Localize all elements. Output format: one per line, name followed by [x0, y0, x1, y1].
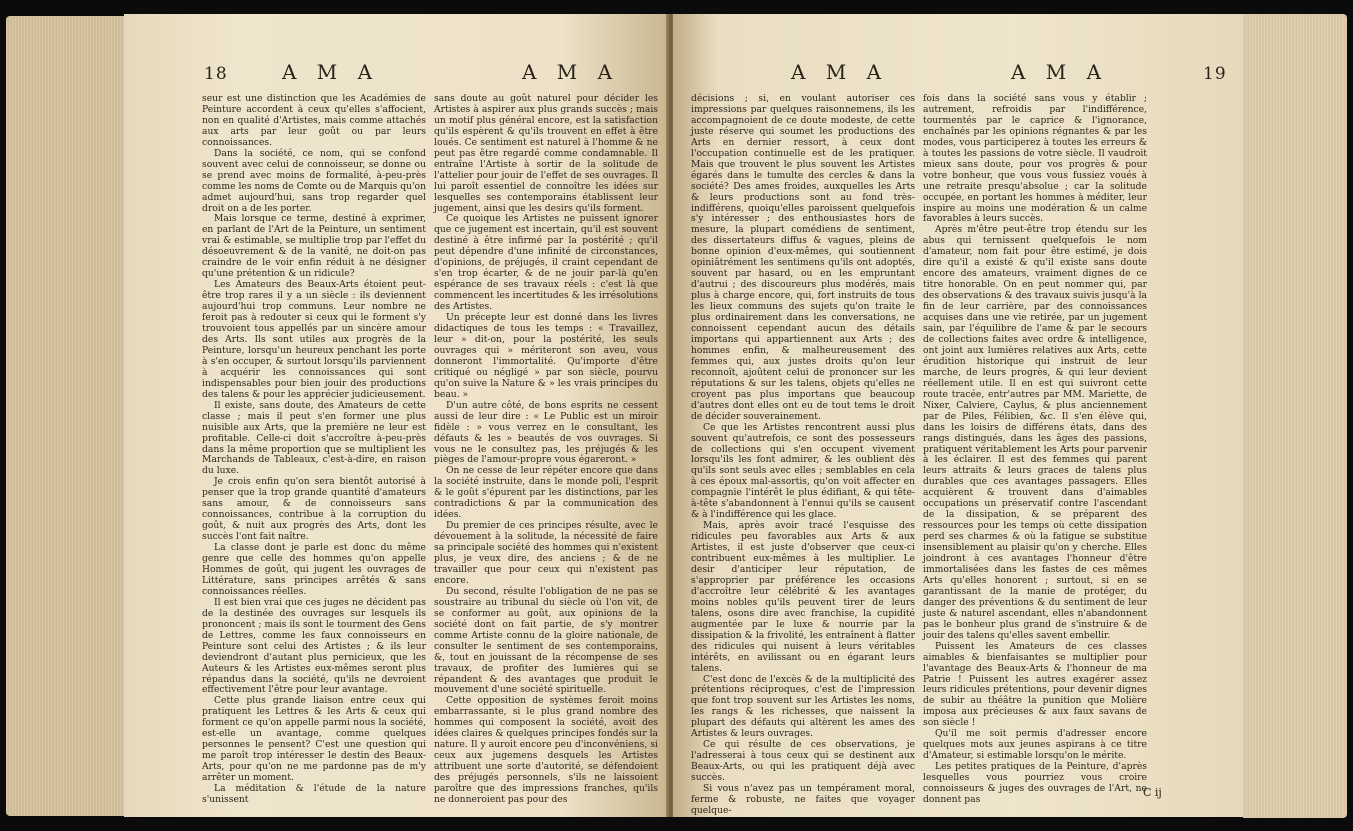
paragraph: Dans la société, ce nom, qui se confond souvent avec celui de connoisseur, se donne ou se prend avec moins de formalité, à-peu-près comme les noms de Comte ou de Marquis qu'on admet aujourd'hui, sans trop regarder quel droit on a de les porter.: [202, 147, 426, 214]
paragraph: Mais lorsque ce terme, destiné à exprimer, en parlant de l'Art de la Peinture, un sentiment vrai & estimable, se multiplie trop par l'effet du désoeuvrement & de la vanité, ne doit-on pas craindre de le voir enfin réduit à ne désigner qu'une prétention & un ridicule?: [202, 213, 426, 280]
paragraph: Ce qui résulte de ces observations, je l'adresserai à tous ceux qui se destinent aux Beaux-Arts, ou qui les pratiquent déjà avec succès.: [691, 739, 915, 784]
paragraph: sans doute au goût naturel pour décider les Artistes à aspirer aux plus grands succès ; mais un motif plus général encore, est la satisfaction qu'ils espèrent & qu'ils trouvent en effet à être loués. Ce sentiment est naturel à l'homme & ne peut pas être regardé comme condamnable. Il entraîne l'Artiste à sortir de la solitude de l'attelier pour jouir de l'effet de ses ouvrages. Il lui paroît essentiel de connoître les idées sur lesquelles ses contemporains établissent leur jugement, ainsi que les desirs qu'ils forment.: [434, 93, 658, 214]
paragraph: Cette opposition de systèmes feroit moins embarrassante, si le plus grand nombre des hommes qui composent la société, avoit des idées claires & quelques principes fondés sur la nature. Il y auroit encore peu d'inconvéniens, si ceux aux jugemens desquels les Artistes attribuent une sorte d'autorité, se défendoient des préjugés personnels, s'ils ne laissoient paroître que des impressions franches, qu'ils ne donneroient pas pour des: [434, 695, 658, 805]
paragraph: Les petites pratiques de la Peinture, d'après lesquelles vous pourriez vous croire connoisseurs & juges des ouvrages de l'Art, ne donnent pas: [923, 761, 1147, 805]
paragraph: La classe dont je parle est donc du même genre que celle des hommes qu'on appelle Hommes de goût, qui jugent les ouvrages de Littérature, sans principes arrêtés & sans connoissances réelles.: [202, 542, 426, 597]
right-running-head-2: A M A: [1011, 60, 1109, 84]
paragraph: Un précepte leur est donné dans les livres didactiques de tous les temps : « Travaillez, leur » dit-on, pour la postérité, les seuls ouvrages qui » mériteront son aveu, vous donneront l'immortalité. Qu'importe d'être critiqué ou négligé » par son siècle, pourvu qu'on suive la Nature & » les vrais principes du beau. »: [434, 312, 658, 400]
signature-mark: C ij: [1143, 786, 1162, 799]
paragraph: La méditation & l'étude de la nature s'unissent: [202, 783, 426, 805]
right-running-head-1: A M A: [791, 60, 889, 84]
paragraph: D'un autre côté, de bons esprits ne cessent aussi de leur dire : « Le Public est un miroir fidèle : » vous verrez en le consultant, les défauts & les » beautés de vos ouvrages. Si vous ne le consultez pas, les préjugés & les pièges de l'amour-propre vous égareront. »: [434, 399, 658, 466]
paragraph: seur est une distinction que les Académies de Peinture accordent à ceux qu'elles s'affocient, non en qualité d'Artistes, mais comme attachés aux arts par leur goût ou par leurs connoissances.: [202, 93, 426, 148]
paragraph: Ce que les Artistes rencontrent aussi plus souvent qu'autrefois, ce sont des possesseurs de collections qui s'en occupent vivement lorsqu'ils les font admirer, & les oublient dès qu'ils sont seuls avec elles ; semblables en cela à ces époux mal-assortis, qu'on voit affecter en compagnie l'intérêt le plus édifiant, & qui tête-à-tête s'abandonnent à l'ennui qu'ils se causent & à l'indifférence qui les glace.: [691, 421, 915, 521]
right-column-2: [923, 94, 1147, 806]
left-fore-edge: [6, 16, 124, 816]
paragraph: Les Amateurs des Beaux-Arts étoient peut-être trop rares il y a un siècle : ils deviennent aujourd'hui trop communs. Leur nombre ne feroit pas à redouter si ceux qui le forment s'y trouvoient tous appellés par un sincère amour des Arts. Ils sont utiles aux progrès de la Peinture, lorsqu'un heureux penchant les porte à s'en occuper, & surtout lorsqu'ils parviennent à acquérir les connoissances qui sont indispensables pour bien jouir des productions des talens & pour les apprécier judicieusement.: [202, 279, 426, 400]
left-running-head-2: A M A: [522, 60, 620, 84]
paragraph: Cette plus grande liaison entre ceux qui pratiquent les Lettres & les Arts & ceux qui forment ce qu'on appelle parmi nous la société, est-elle un avantage, comme quelques personnes le pensent? C'est une question qui me paroît trop intéresser le destin des Beaux-Arts, pour qu'on ne me pardonne pas de m'y arrêter un moment.: [202, 695, 426, 784]
left-column-2: [434, 94, 658, 806]
paragraph: Mais, après avoir tracé l'esquisse des ridicules peu favorables aux Arts & aux Artistes, il est juste d'observer que ceux-ci contribuent eux-mêmes à les multiplier. Le desir d'anticiper leur réputation, de s'approprier par préférence les occasions d'accroître leur célébrité & les avantages moins nobles qu'ils peuvent tirer de leurs talens, osons dire avec franchise, la cupidité augmentée par le luxe & nourrie par la dissipation & la frivolité, les entraînent à flatter des ridicules qui nuisent à leurs véritables intérêts, en avilissant ou en égarant leurs talens.: [691, 520, 915, 674]
right-page: [673, 14, 1243, 817]
book-spread: [6, 6, 1347, 825]
paragraph: Ce quoique les Artistes ne puissent ignorer que ce jugement est incertain, qu'il est souvent destiné à être infirmé par la postérité ; qu'il peut dépendre d'une infinité de circonstances, d'opinions, de préjugés, il craint cependant de s'en trop écarter, & de ne jouir par-là qu'en espérance de ses travaux réels : c'est là que commencent les incertitudes & les irrésolutions des Artistes.: [434, 213, 658, 313]
left-page-number: 18: [204, 64, 228, 84]
paragraph: On ne cesse de leur répéter encore que dans la société instruite, dans le monde poli, l'esprit & le goût s'épurent par les distinctions, par les contradictions & par la communication des idées.: [434, 465, 658, 521]
right-fore-edge: [1243, 14, 1347, 818]
left-running-head-1: A M A: [282, 60, 380, 84]
left-column-1: [202, 94, 426, 806]
paragraph: Puissent les Amateurs de ces classes aimables & bienfaisantes se multiplier pour l'avantage des Beaux-Arts & l'honneur de ma Patrie ! Puissent les autres exagérer assez leurs ridicules prétentions, pour devenir dignes de subir au théâtre la punition que Molière imposa aux précieuses & aux faux savans de son siècle !: [923, 640, 1147, 729]
paragraph: Du premier de ces principes résulte, avec le dévouement à la solitude, la nécessité de faire sa principale société des hommes qui n'existent plus, je veux dire, des anciens ; & de ne travailler que pour ceux qui n'existent pas encore.: [434, 520, 658, 586]
paragraph: fois dans la société sans vous y établir ; autrement, refroidis par l'indifférence, tourmentés par le caprice & l'ignorance, enchaînés par les opinions régnantes & par les modes, vous participerez à toutes les erreurs & à toutes les passions de votre siècle. Il vaudroit mieux sans doute, pour vos progrès & pour votre bonheur, que vous vous fussiez voués à une retraite presqu'absolue ; car la solitude occupée, en portant les hommes à méditer, leur inspire au moins une modération & un calme favorables à leurs succès.: [923, 93, 1147, 225]
paragraph: Du second, résulte l'obligation de ne pas se soustraire au tribunal du siècle où l'on vit, de se conformer au goût, aux opinions de la société dont on fait partie, de s'y montrer comme Artiste connu de la gloire nationale, de consulter le sentiment de ses contemporains, &, tout en jouissant de la récompense de ses travaux, de profiter des lumières qui se répandent & des avantages que produit le mouvement d'une société spirituelle.: [434, 585, 658, 696]
paragraph: Il existe, sans doute, des Amateurs de cette classe ; mais il peut s'en former une plus nuisible aux Arts, que la première ne leur est profitable. Celle-ci doit s'accroître à-peu-près dans la même proportion que se multiplient les Marchands de Tableaux, c'est-à-dire, en raison du luxe.: [202, 399, 426, 477]
paragraph: Après m'être peut-être trop étendu sur les abus qui ternissent quelquefois le nom d'amateur, nom fait pour être estimé, je dois dire qu'il a existé & qu'il existe sans doute encore des amateurs, vraiment dignes de ce titre honorable. On en peut nommer qui, par des observations & des travaux suivis jusqu'à la fin de leur carrière, par des connoissances acquises dans une vie retirée, par un jugement sain, par l'équilibre de l'ame & par le secours de collections faites avec ordre & intelligence, ont joint aux lumières relatives aux Arts, cette érudition historique qui instruit de leur marche, de leurs progrès, & qui leur devient réellement utile. Il en est qui suivront cette route tracée, entr'autres par MM. Mariette, de Nixer, Calviere, Caylus, & plus anciennement par de Piles, Félibien, &c. Il s'en élève qui, dans les loisirs de différens états, dans des rangs distingués, dans les âges des passions, pratiquent véritablement les Arts pour parvenir à les éclairer. Il est des femmes qui parent leurs attraits & leurs graces de talens plus durables que ces avantages passagers. Elles acquièrent & trouvent dans d'aimables occupations un préservatif contre l'ascendant de la dissipation, & se préparent des ressources pour les temps où cette dissipation perd ses charmes & où la fatigue se substitue insensiblement au plaisir qu'on y cherche. Elles joindront à ces avantages l'honneur d'être immortalisées dans les fastes de ces mêmes Arts qu'elles honorent ; surtout, si en se garantissant de la manie de protéger, du danger des préventions & du sentiment de leur juste & naturel ascendant, elles n'abandonnent pas le bonheur plus grand de s'instruire & de jouir des talens qu'elles savent embellir.: [923, 224, 1147, 641]
paragraph: C'est donc de l'excès & de la multiplicité des prétentions réciproques, c'est de l'impression que font trop souvent sur les Artistes les noms, les rangs & les richesses, que naissent la plupart des défauts qui altèrent les ames des Artistes & leurs ouvrages.: [691, 673, 915, 740]
left-page: [124, 14, 670, 817]
right-page-number: 19: [1203, 64, 1227, 84]
paragraph: décisions ; si, en voulant autoriser ces impressions par quelques raisonnemens, ils les accompagnoient de ce doute modeste, de cette juste réserve qui soumet les productions des Arts en dernier ressort, à ceux dont l'occupation continuelle est de les pratiquer. Mais que trouvent le plus souvent les Artistes égarés dans le tumulte des cercles & dans la société? Des ames froides, auxquelles les Arts & leurs productions sont au fond très-indifférens, quoiqu'elles paroissent quelquefois s'y intéresser ; des enthousiastes hors de mesure, la plupart comédiens de sentiment, des dissertateurs diffus & vagues, pleins de bonne opinion d'eux-mêmes, qui soutiennent opiniâtrément les sentimens qu'ils ont adoptés, souvent par hasard, ou en les empruntant d'autrui ; des discoureurs plus modérés, mais plus à charge encore, qui, fort instruits de tous les lieux communs des sujets qu'on traite le plus ordinairement dans les conversations, ne connoissent cependant aucun des détails importans qui appartiennent aux Arts ; des hommes enfin, & malheureusement des femmes qui, aux justes droits qu'on leur reconnoît, ajoûtent celui de prononcer sur les réputations & sur les talens, objets qu'elles ne croyent pas plus importans que beaucoup d'autres dont elles ont eu de tout tems le droit de décider souverainement.: [691, 93, 915, 422]
right-column-1: [691, 94, 915, 817]
paragraph: Il est bien vrai que ces juges ne décident pas de la destinée des ouvrages sur lesquels ils prononcent ; mais ils sont le tourment des Gens de Lettres, comme les faux connoisseurs en Peinture sont celui des Artistes ; & ils leur deviendront d'autant plus pernicieux, que les Auteurs & les Artistes eux-mêmes seront plus répandus dans la société, qu'ils ne devroient effectivement l'être pour leur avantage.: [202, 596, 426, 696]
paragraph: Je crois enfin qu'on sera bientôt autorisé à penser que la trop grande quantité d'amateurs sans amour, & de connoisseurs sans connoissances, contribue à la corruption du goût, & nuit aux progrès des Arts, dont les succès l'ont fait naître.: [202, 476, 426, 543]
paragraph: Qu'il me soit permis d'adresser encore quelques mots aux jeunes aspirans à ce titre d'Amateur, si estimable lorsqu'on le mérite.: [923, 728, 1147, 762]
paragraph: Si vous n'avez pas un tempérament moral, ferme & robuste, ne faites que voyager quelque-: [691, 783, 915, 816]
